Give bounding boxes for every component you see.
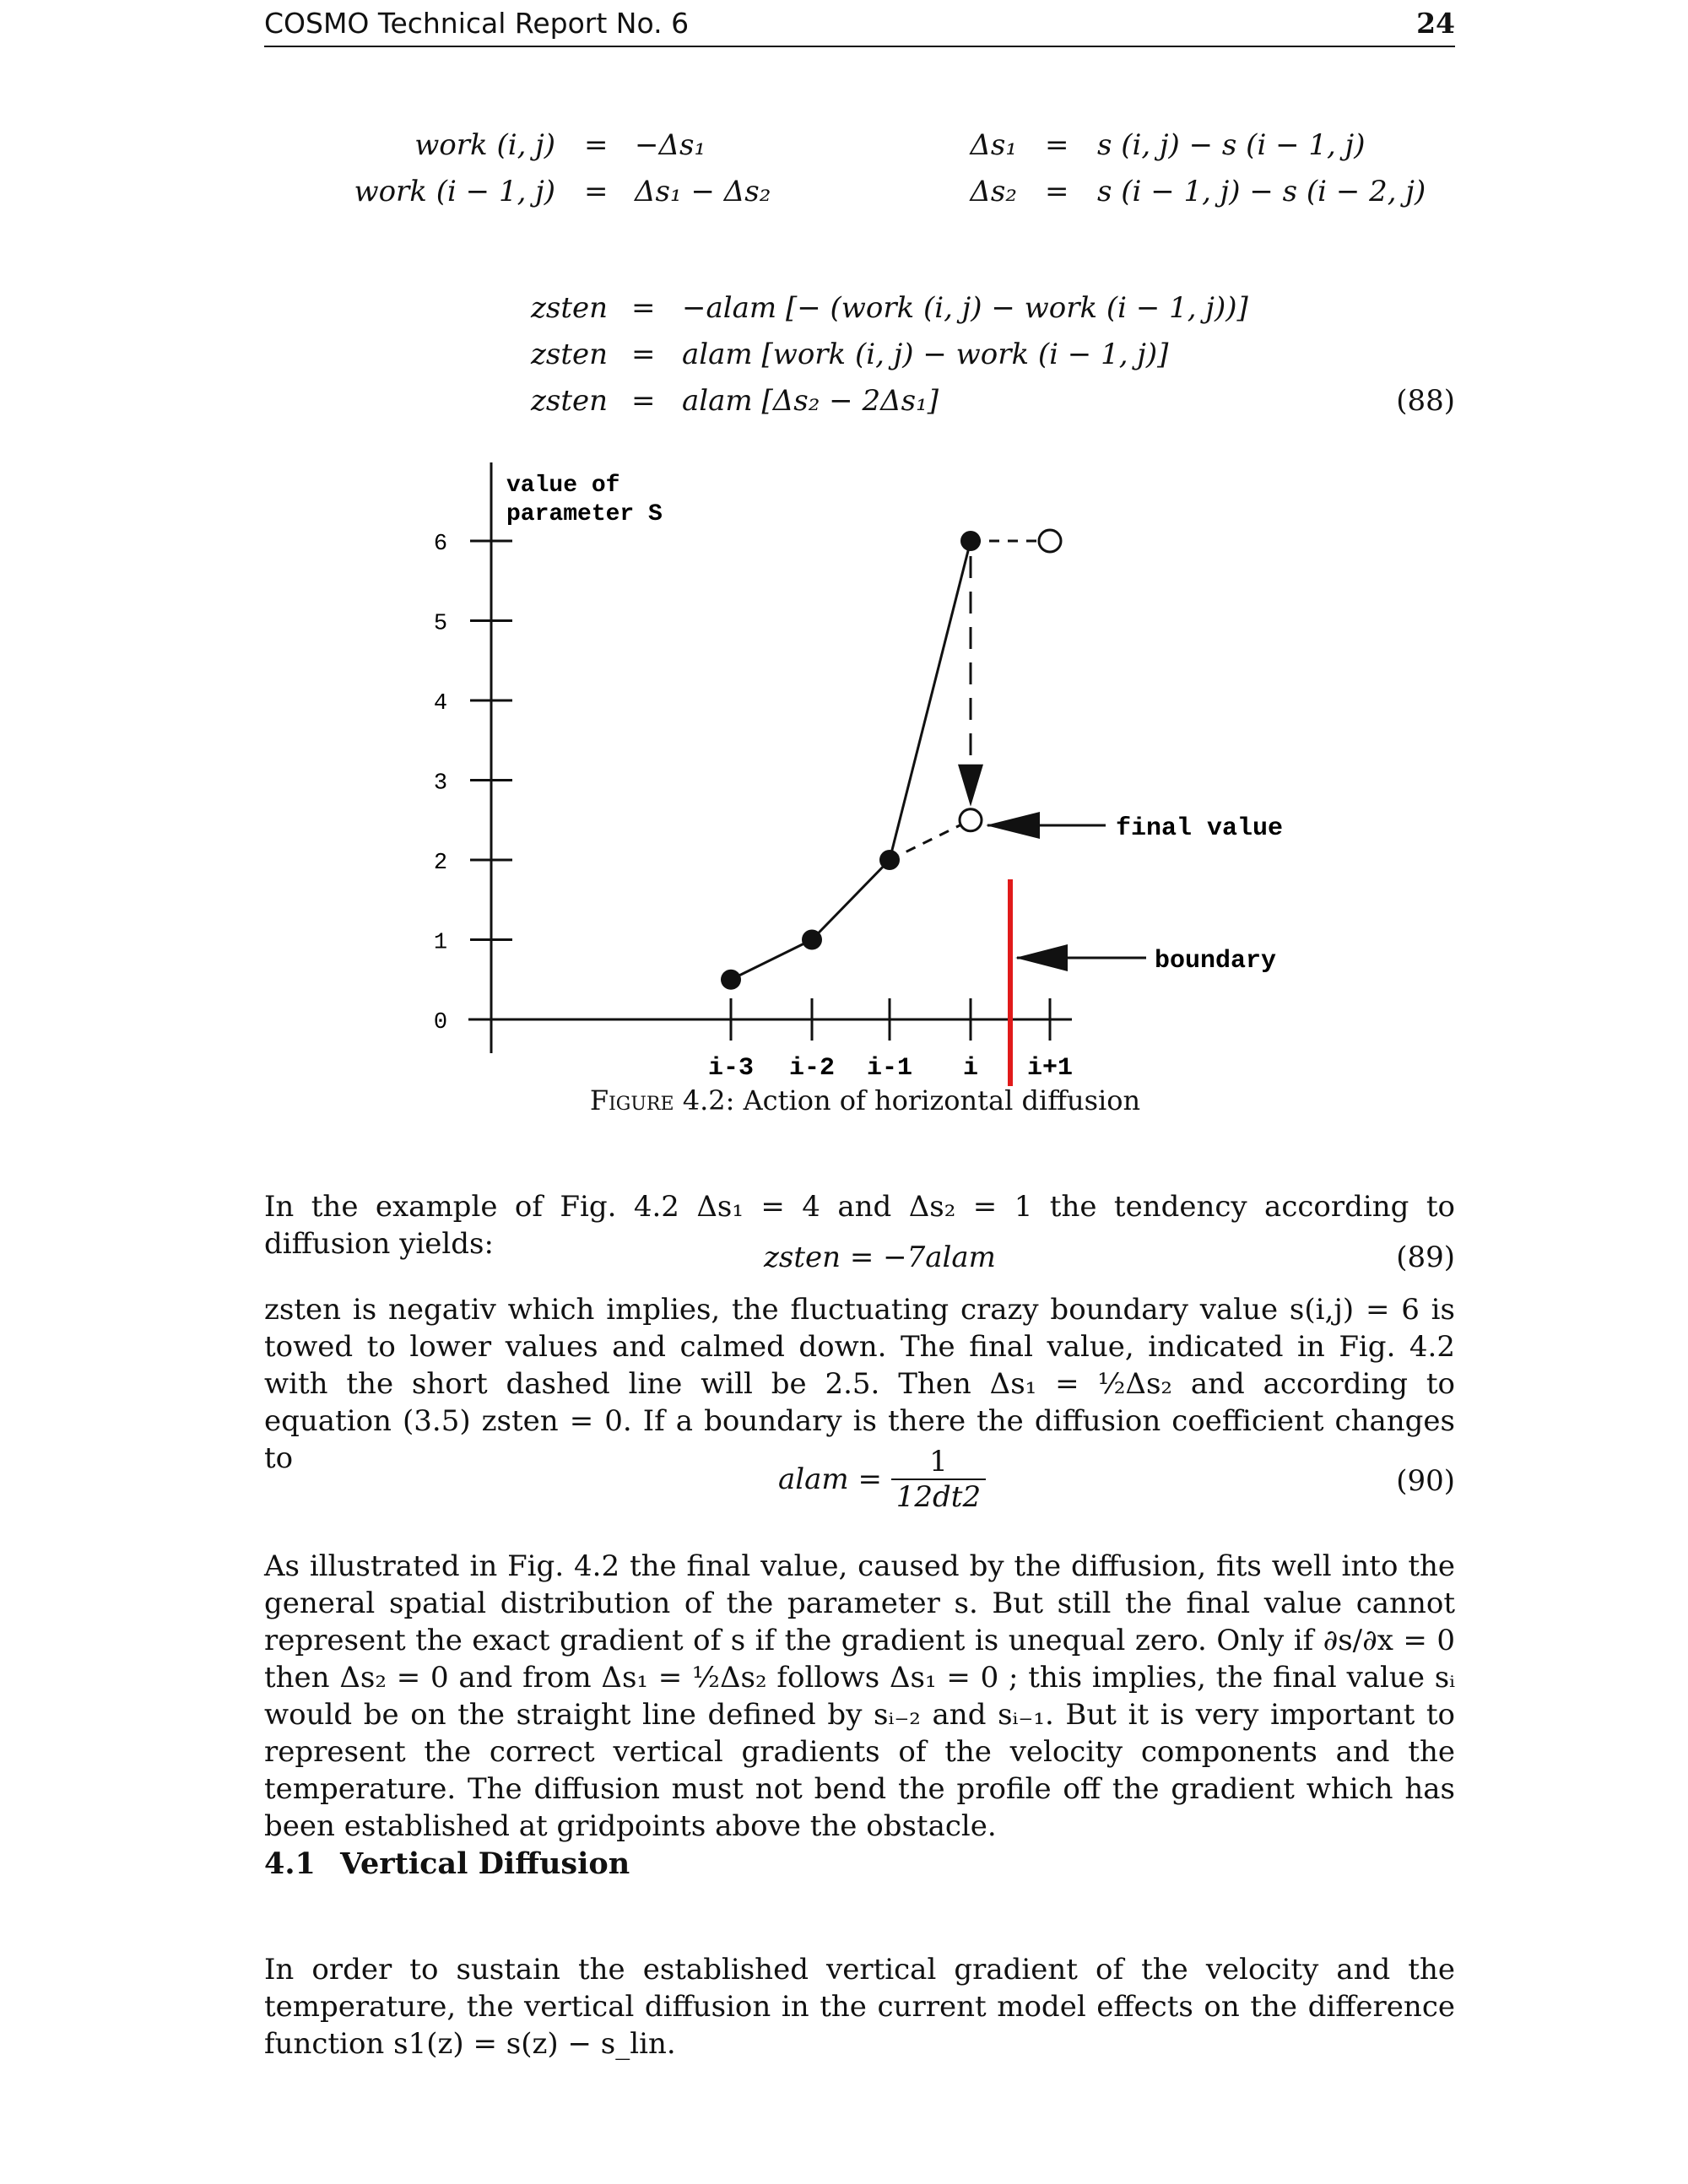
eq-sign: =: [631, 338, 656, 371]
section-number: 4.1: [264, 1846, 316, 1881]
diffusion-arrowhead: [958, 765, 983, 807]
y-tick-label: 1: [433, 930, 448, 956]
running-header-title: COSMO Technical Report No. 6: [264, 7, 690, 40]
boundary-arrowhead: [1015, 944, 1068, 971]
equation-89: zsten = −7alam: [764, 1241, 996, 1274]
eq90-lhs: alam =: [778, 1462, 882, 1496]
paragraph-zsten-negative: zsten is negativ which implies, the fluctuating crazy boundary value s(i,j) = 6 is towed to lower values and calmed down. The final value, indicated in Fig. 4.2 with the short dashed line will be 2.5. Then Δs₁ = ½Δs₂ and according to equation (3.5) zsten = 0. If a boundary is there the diffusion coefficient changes to: [264, 1293, 1455, 1475]
y-label-line1: value of: [506, 473, 620, 499]
equation-number-90: (90): [1396, 1464, 1455, 1498]
data-point: [802, 930, 822, 950]
eq-sign: =: [631, 291, 656, 325]
y-tick-label: 5: [433, 611, 448, 637]
equation-number-89: (89): [1396, 1241, 1455, 1274]
data-point: [879, 850, 900, 870]
section-heading: [264, 1846, 630, 1881]
eq-work-ij-rhs: −Δs₁: [635, 128, 706, 162]
y-tick-label: 2: [433, 851, 448, 876]
eq-work-i1j-rhs: Δs₁ − Δs₂: [635, 175, 771, 208]
eq-sign: =: [584, 128, 609, 162]
x-tick-label: i: [962, 1054, 979, 1083]
x-tick-label: i+1: [1026, 1054, 1074, 1083]
figure-caption: [0, 1084, 1688, 1116]
paragraph-illustrated: As illustrated in Fig. 4.2 the final value, caused by the diffusion, fits well into the general spatial distribution of the parameter s. But still the final value cannot represent the exact gradient of s if the gradient is unequal zero. Only if ∂s/∂x = 0 then Δs₂ = 0 and from Δs₁ = ½Δs₂ follows Δs₁ = 0 ; this implies, the final value sᵢ would be on the straight line defined by sᵢ₋₂ and sᵢ₋₁. But it is very important to represent the correct vertical gradients of the velocity components and the temperature. The diffusion must not bend the profile off the gradient which has been established at gridpoints above the obstacle.: [264, 1549, 1455, 1843]
eq-zsten-rhs-2: alam [work (i, j) − work (i − 1, j)]: [682, 338, 1169, 371]
eq-ds1-lhs: Δs₁: [970, 128, 1017, 162]
paragraph-vertical-diffusion: In order to sustain the established vertical gradient of the velocity and the temperature, the vertical diffusion in the current model effects on the difference function s1(z) = s(z) − s_lin.: [264, 1953, 1455, 2061]
eq-zsten-lhs-2: zsten: [530, 338, 608, 371]
data-point: [721, 970, 741, 990]
equation-number-88: (88): [1396, 384, 1455, 418]
final-value-arrowhead: [986, 812, 1040, 839]
caption-text: 4.2: Action of horizontal diffusion: [682, 1084, 1141, 1116]
section-title: Vertical Diffusion: [340, 1846, 630, 1881]
eq-zsten-rhs-1: −alam [− (work (i, j) − work (i − 1, j))]: [682, 291, 1248, 325]
series-line-original: [890, 541, 971, 860]
eq-work-i1j-lhs: work (i − 1, j): [354, 175, 555, 208]
x-tick-label: i-1: [866, 1054, 913, 1083]
series-line-original: [731, 940, 812, 980]
y-tick-label: 3: [433, 770, 448, 797]
paragraph-example: In the example of Fig. 4.2 Δs₁ = 4 and Δs₂ = 1 the tendency according to diffusion yields:: [264, 1190, 1455, 1261]
eq-sign: =: [1045, 128, 1069, 162]
eq90-fraction: [891, 1445, 986, 1514]
eq-zsten-lhs-1: zsten: [530, 291, 608, 325]
annotation-final-value: final value: [1116, 814, 1284, 843]
y-tick-label: 4: [433, 691, 448, 716]
y-label-line2: parameter S: [506, 501, 663, 527]
eq-zsten-lhs-3: zsten: [530, 384, 608, 418]
series-line-original: [812, 860, 890, 940]
y-tick-label: 6: [433, 532, 448, 557]
eq-sign: =: [631, 384, 656, 418]
x-tick-label: i-2: [788, 1054, 836, 1083]
eq-work-ij-lhs: work (i, j): [414, 128, 555, 162]
series-line-final-value: [890, 820, 971, 860]
data-point: [960, 531, 981, 551]
eq90-numerator: 1: [891, 1445, 986, 1480]
y-tick-label: 0: [433, 1010, 448, 1035]
eq-sign: =: [584, 175, 609, 208]
eq-zsten-rhs-3: alam [Δs₂ − 2Δs₁]: [682, 384, 939, 418]
eq-sign: =: [1045, 175, 1069, 208]
x-tick-label: i-3: [707, 1054, 755, 1083]
eq-ds2-lhs: Δs₂: [970, 175, 1017, 208]
caption-label: Figure: [589, 1084, 674, 1116]
eq-ds1-rhs: s (i, j) − s (i − 1, j): [1097, 128, 1366, 162]
data-point-open: [1039, 530, 1061, 552]
equation-90: [778, 1445, 986, 1514]
data-point-open: [960, 809, 982, 831]
eq-ds2-rhs: s (i − 1, j) − s (i − 2, j): [1097, 175, 1426, 208]
page-number: 24: [1416, 7, 1455, 40]
annotation-boundary: boundary: [1155, 947, 1277, 976]
eq90-denominator: 12dt2: [895, 1480, 982, 1514]
